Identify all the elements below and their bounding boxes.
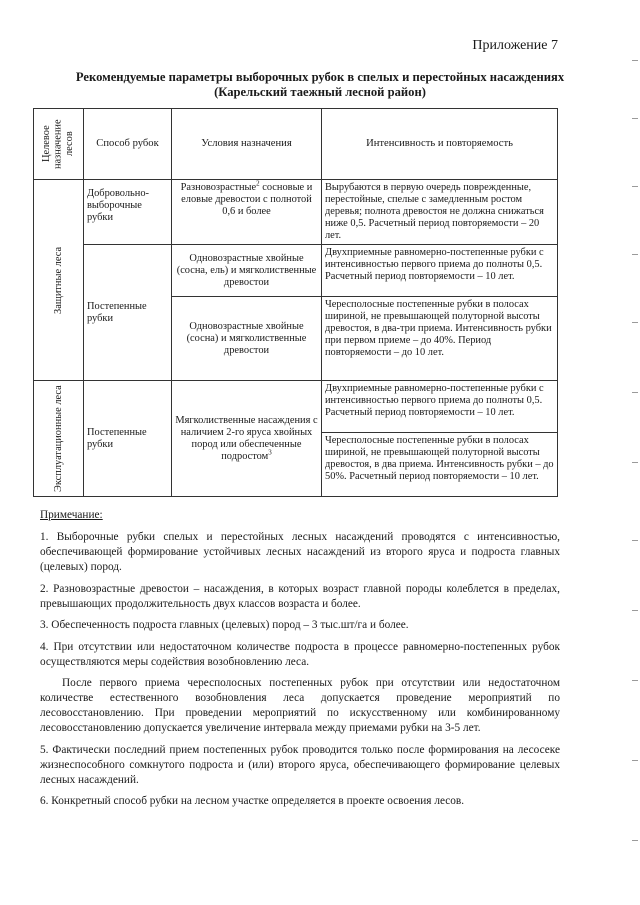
intensity-two-stage-exploitation: Двухприемные равномерно-постепенные рубки с интенсивностью первого приема до полноты 0,5. Расчетный период повторяемости – 10 лет. (322, 381, 558, 433)
scan-tick (632, 118, 638, 119)
header-intensity: Интенсивность и повторяемость (322, 109, 558, 180)
intensity-two-stage: Двухприемные равномерно-постепенные рубки с интенсивностью первого приема до полноты 0,5. Расчетный период повторяемости – 10 лет. (322, 245, 558, 297)
method-gradual-exploitation: Постепенные рубки (84, 381, 172, 497)
intensity-strip-exploitation: Чересполосные постепенные рубки в полосах шириной, не превышающей полуторной высоты древостоя, в два приема. Интенсивность рубки – до 50%. Расчетный период повторяемости – 10 лет. (322, 433, 558, 497)
scan-tick (632, 540, 638, 541)
note-6: 6. Конкретный способ рубки на лесном участке определяется в проекте освоения лесов. (40, 795, 465, 807)
appendix-label: Приложение 7 (472, 38, 558, 53)
note-3: 3. Обеспеченность подроста главных (целевых) пород – 3 тыс.шт/га и более. (40, 619, 409, 631)
scan-tick (632, 60, 638, 61)
table-row (34, 245, 558, 297)
scan-tick (632, 392, 638, 393)
scan-tick (632, 760, 638, 761)
note-1: 1. Выборочные рубки спелых и перестойных лесных насаждений проводятся с интенсивностью, обеспечивающей формирование устойчивых лесных насаждений из второго яруса и подроста главных (целевых) пород. (40, 531, 560, 573)
conditions-uneven-aged: Разновозрастные$^2$ сосновые и еловые древостои с полнотой 0,6 и более (172, 180, 322, 245)
note-5: 5. Фактически последний прием постепенных рубок проводится только после формирования на лесосеке жизнеспособного сомкнутого подроста и (или) второго яруса, обеспечивающего формирование целевых лесных насаждений. (40, 743, 560, 786)
scan-tick (632, 680, 638, 681)
scan-edge-marks (626, 0, 640, 905)
note-2: 2. Разновозрастные древостои – насаждения, в которых возраст главной породы колеблется в пределах, превышающих продолжительность двух классов возраста и более. (40, 582, 560, 610)
scan-tick (632, 840, 638, 841)
notes-heading: Примечание: (40, 509, 103, 521)
scan-tick (632, 186, 638, 187)
purpose-exploitation: Эксплуатационные леса (34, 381, 84, 497)
purpose-protective: Защитные леса (34, 180, 84, 381)
table-row (34, 381, 558, 433)
intensity-strip: Чересполосные постепенные рубки в полосах шириной, не превышающей полуторной высоты древостоя, в два-три приема. Интенсивность рубки при первом приеме – до 40%. Период повторяемости – до 10 лет. (322, 297, 558, 381)
intensity-selective: Вырубаются в первую очередь поврежденные, перестойные, спелые с замедленным ростом деревья; полнота древостоя не должна снижаться ниже 0,5. Расчетный период повторяемости – 20 лет. (322, 180, 558, 245)
notes-section (40, 508, 560, 816)
title-line-2: (Карельский таежный лесной район) (214, 85, 426, 99)
document-title (30, 70, 610, 100)
table-row (34, 180, 558, 245)
method-selective: Добровольно-выборочные рубки (84, 180, 172, 245)
title-line-1: Рекомендуемые параметры выборочных рубок в спелых и перестойных насаждениях (75, 70, 565, 84)
conditions-even-aged-2: Одновозрастные хвойные (сосна) и мягколиственные древостои (172, 297, 322, 381)
parameters-table (33, 108, 558, 497)
header-method: Способ рубок (84, 109, 172, 180)
note-4-continued: После первого приема чересполосных постепенных рубок при отсутствии или недостаточном количестве естественного возобновления леса допускается проведение мероприятий по лесовосстановлению. При проведении мероприятий по искусственному или комбинированному лесовосстановлению допускается увеличение интервала между приемами рубки на 3-5 лет. (40, 677, 560, 734)
scan-tick (632, 322, 638, 323)
scan-tick (632, 610, 638, 611)
header-conditions: Условия назначения (172, 109, 322, 180)
header-purpose: Целевое назначение лесов (34, 109, 84, 180)
table-header-row (34, 109, 558, 180)
scan-tick (632, 254, 638, 255)
scan-tick (632, 462, 638, 463)
conditions-even-aged-1: Одновозрастные хвойные (сосна, ель) и мягколиственные древостои (172, 245, 322, 297)
conditions-softwood: Мягколиственные насаждения с наличием 2-го яруса хвойных пород или обеспеченные подростом$^3$ (172, 381, 322, 497)
note-4: 4. При отсутствии или недостаточном количестве подроста в процессе равномерно-постепенных рубок осуществляются меры содействия возобновлению леса. (40, 640, 560, 668)
method-gradual: Постепенные рубки (84, 245, 172, 381)
